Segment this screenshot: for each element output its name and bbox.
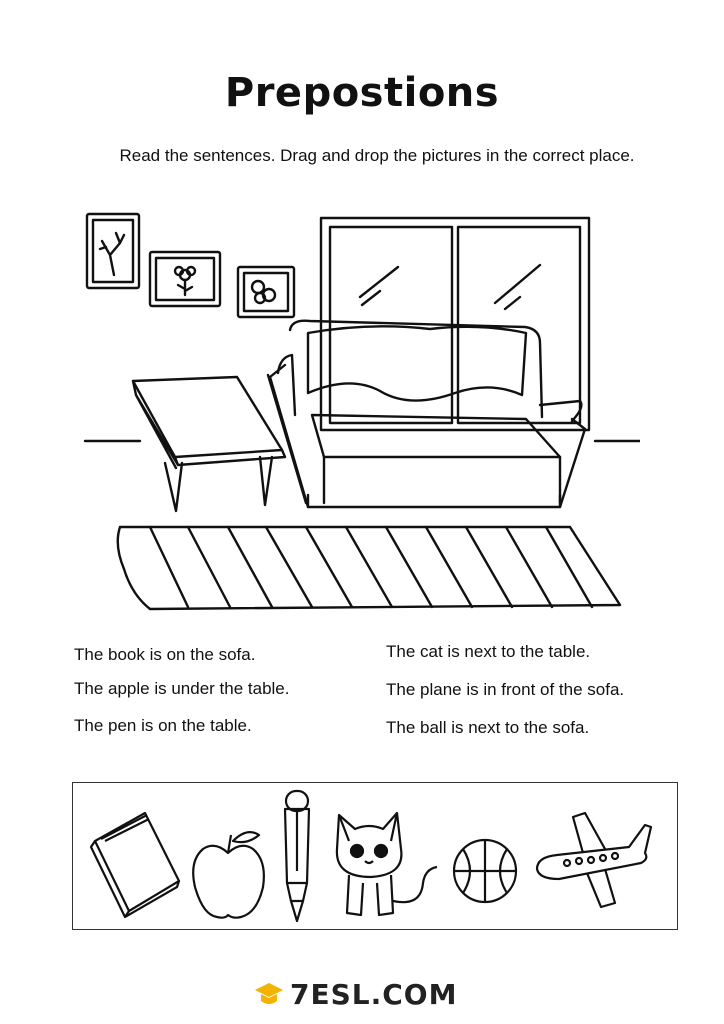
sentence-ball: The ball is next to the sofa. — [386, 718, 590, 737]
sofa-icon — [268, 321, 585, 507]
sentence-book: The book is on the sofa. — [74, 645, 256, 664]
book-icon[interactable] — [81, 783, 187, 931]
rug-icon — [118, 527, 620, 609]
room-scene-illustration — [80, 205, 640, 615]
wall-frame-branch-icon — [87, 214, 139, 288]
ball-icon[interactable] — [447, 783, 523, 931]
instructions: Read the sentences. Drag and drop the pictures in the correct place. — [119, 146, 635, 165]
sentence-plane: The plane is in front of the sofa. — [386, 680, 625, 699]
cat-icon[interactable] — [325, 783, 445, 931]
pen-icon[interactable] — [271, 783, 323, 931]
plane-icon[interactable] — [529, 783, 659, 931]
sentence-apple: The apple is under the table. — [74, 679, 290, 698]
picture-bank — [72, 782, 678, 930]
wall-frame-flower-icon — [150, 252, 220, 306]
apple-icon[interactable] — [185, 783, 271, 931]
coffee-table-icon — [133, 377, 285, 511]
graduation-cap-icon — [253, 980, 285, 1008]
sentence-pen: The pen is on the table. — [74, 716, 252, 735]
brand-logo: 7ESL.COM — [290, 978, 458, 1011]
wall-frame-circles-icon — [238, 267, 294, 317]
sentence-cat: The cat is next to the table. — [386, 642, 591, 661]
page-title: Prepostions — [224, 70, 500, 116]
